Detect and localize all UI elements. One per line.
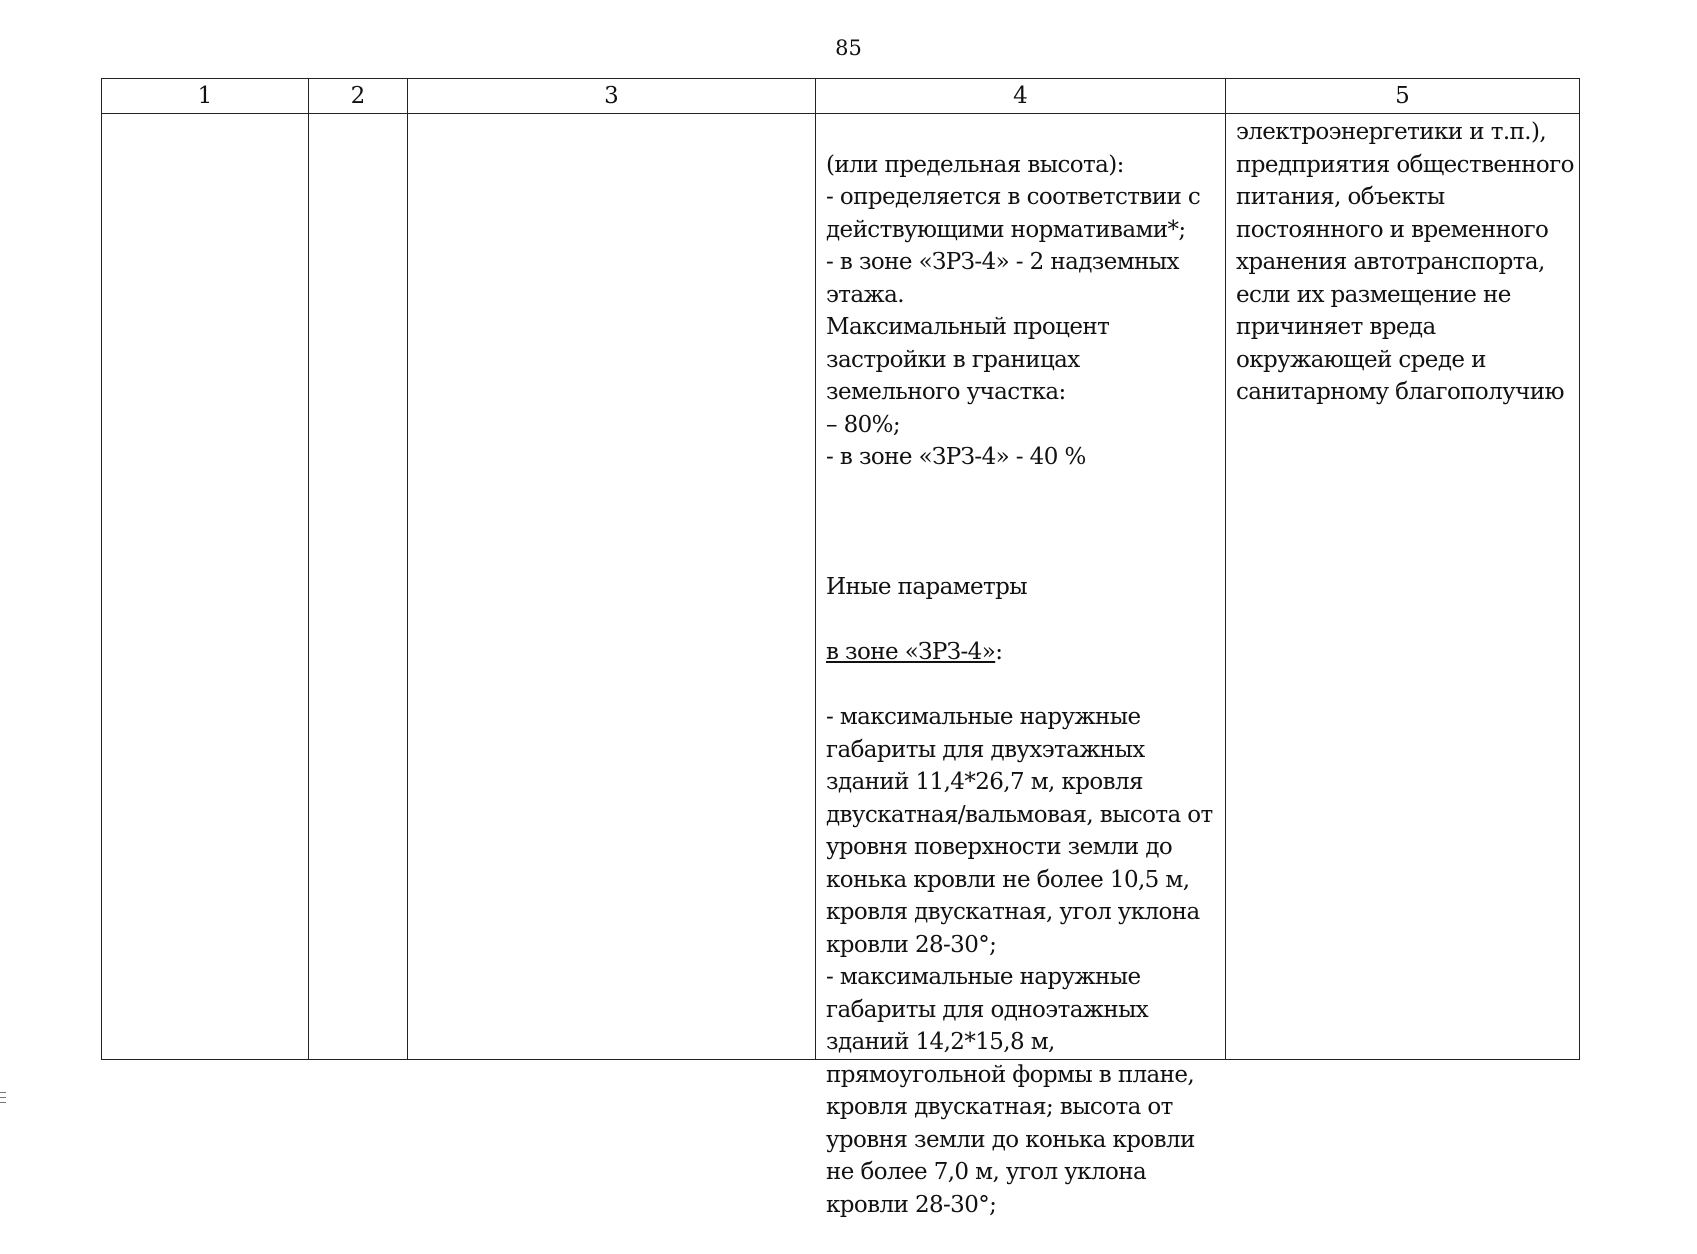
- building-dimension-params: - максимальные наружные габариты для двухэтажных зданий 11,4*26,7 м, кровля двускатная/вальмовая, высота от уровня поверхности земли до конька кровли не более 10,5 м, кровля двускатная, угол уклона кровли 28-30°; - максимальные наружные габариты для одноэтажных зданий 14,2*15,8 м, прямоугольной формы в плане, кровля двускатная; высота от уровня земли до конька кровли не более 7,0 м, угол уклона кровли 28-30°;: [826, 704, 1213, 1218]
- cell-col-3: [408, 114, 816, 1060]
- table-header: [102, 79, 1580, 114]
- regulations-table: [101, 78, 1580, 1218]
- cell-col-1: [102, 114, 309, 1060]
- margin-mark: [0, 1092, 6, 1093]
- header-row: [102, 79, 1580, 114]
- table-row: [102, 114, 1580, 1060]
- other-params-heading: Иные параметры: [826, 574, 1027, 600]
- header-col-1: 1: [102, 79, 309, 114]
- zone-underlined-text: в зоне «ЗРЗ-4»: [826, 639, 996, 665]
- header-col-3: 3: [408, 79, 816, 114]
- zone-line: [826, 636, 1219, 669]
- col4-content: [816, 114, 1225, 1218]
- margin-mark: [0, 1102, 6, 1103]
- header-col-5: 5: [1226, 79, 1580, 114]
- permitted-uses-text: электроэнергетики и т.п.), предприятия общественного питания, объекты постоянного и временного хранения автотранспорта, если их размещение не причиняет вреда окружающей среде и санитарному благополучию: [1236, 119, 1574, 405]
- cell-col-2: [309, 114, 408, 1060]
- zone-colon: :: [995, 639, 1003, 665]
- cell-col-5: [1226, 114, 1580, 1060]
- height-and-density-params: (или предельная высота): - определяется в соответствии с действующими нормативами*; - в зоне «ЗРЗ-4» - 2 надземных этажа. Максимальный процент застройки в границах земельного участка: – 80%; - в зоне «ЗРЗ-4» - 40 %: [826, 151, 1201, 470]
- page-number: 85: [835, 36, 862, 60]
- margin-mark: [0, 1097, 6, 1098]
- paragraph-gap: [826, 506, 1219, 539]
- header-col-2: 2: [309, 79, 408, 114]
- cell-col-4: [816, 114, 1226, 1218]
- header-col-4: 4: [816, 79, 1226, 114]
